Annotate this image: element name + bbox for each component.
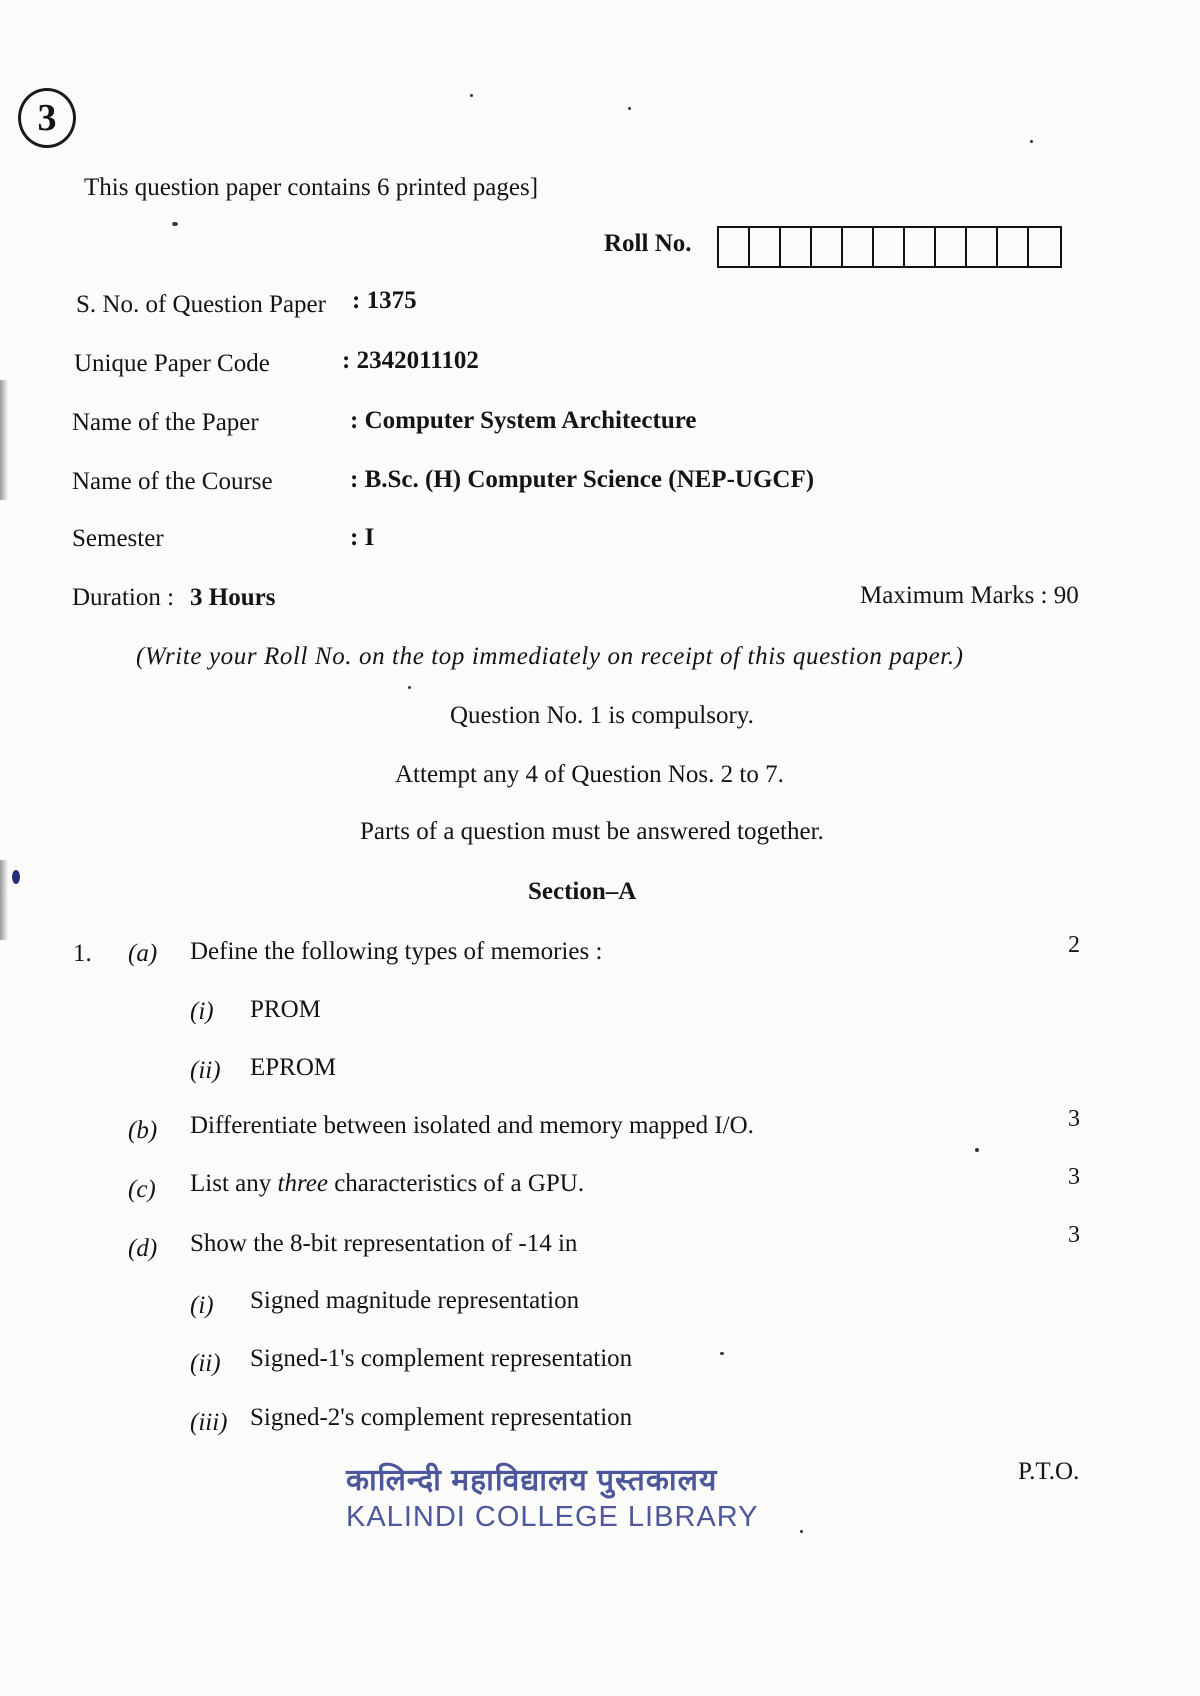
info-label-sno: S. No. of Question Paper <box>76 291 326 318</box>
stamp-english: KALINDI COLLEGE LIBRARY <box>346 1501 759 1533</box>
part-d-sub-ii-label: (ii) <box>190 1350 221 1377</box>
part-d-sub-iii-text: Signed-2's complement representation <box>250 1404 633 1431</box>
part-d-sub-iii-label: (iii) <box>190 1409 228 1436</box>
scan-speck <box>470 94 473 97</box>
instruction-parts: Parts of a question must be answered together. <box>360 818 824 845</box>
part-d-sub-ii-text: Signed-1's complement representation <box>250 1345 633 1372</box>
roll-no-box[interactable] <box>936 228 967 266</box>
part-c-text-after: characteristics of a GPU. <box>327 1170 585 1197</box>
part-a-sub-ii-label: (ii) <box>190 1057 221 1084</box>
roll-no-box[interactable] <box>719 228 750 266</box>
part-c-label: (c) <box>128 1176 156 1203</box>
part-a-label: (a) <box>128 940 158 967</box>
page-number-circle: 3 <box>18 88 76 148</box>
part-d-label: (d) <box>128 1235 158 1262</box>
scan-speck <box>1030 140 1033 143</box>
scan-speck <box>720 1352 724 1355</box>
part-c-text <box>190 1170 584 1198</box>
part-a-sub-i-text: PROM <box>250 996 321 1023</box>
roll-no-box[interactable] <box>1029 228 1060 266</box>
part-d-marks: 3 <box>1068 1222 1080 1248</box>
roll-no-label: Roll No. <box>604 230 692 257</box>
instruction-compulsory: Question No. 1 is compulsory. <box>450 702 754 729</box>
scan-speck <box>172 222 178 226</box>
part-b-marks: 3 <box>1068 1106 1080 1132</box>
info-value-upc: : 2342011102 <box>342 347 479 374</box>
info-value-sno: : 1375 <box>352 287 417 314</box>
section-title: Section–A <box>528 878 637 905</box>
stamp-hindi: कालिन्दी महाविद्यालय पुस्तकालय <box>346 1464 718 1497</box>
part-a-text: Define the following types of memories : <box>190 938 603 965</box>
part-d-sub-i-label: (i) <box>190 1292 214 1319</box>
duration-label: Duration : <box>72 584 175 611</box>
info-value-semester: : I <box>350 524 375 551</box>
info-label-course: Name of the Course <box>72 468 273 495</box>
part-c-marks: 3 <box>1068 1164 1080 1190</box>
info-value-paper: : Computer System Architecture <box>350 407 697 434</box>
scan-edge-shadow <box>0 860 8 940</box>
scan-speck <box>975 1148 979 1152</box>
scan-edge-shadow <box>0 380 8 500</box>
part-a-sub-ii-text: EPROM <box>250 1054 337 1081</box>
question-number: 1. <box>73 940 92 967</box>
info-value-course: : B.Sc. (H) Computer Science (NEP-UGCF) <box>350 466 815 493</box>
part-d-sub-i-text: Signed magnitude representation <box>250 1287 580 1314</box>
roll-no-box[interactable] <box>781 228 812 266</box>
roll-no-instruction: (Write your Roll No. on the top immediately on receipt of this question paper.) <box>136 643 964 670</box>
part-c-text-italic: three <box>277 1170 328 1197</box>
scan-speck <box>628 107 631 110</box>
library-stamp <box>346 1458 759 1534</box>
roll-no-box[interactable] <box>812 228 843 266</box>
scan-speck <box>408 686 411 689</box>
info-label-upc: Unique Paper Code <box>74 350 270 377</box>
duration-value: 3 Hours <box>190 584 276 611</box>
roll-no-box[interactable] <box>843 228 874 266</box>
instruction-attempt: Attempt any 4 of Question Nos. 2 to 7. <box>395 761 784 788</box>
pto-label: P.T.O. <box>1018 1458 1080 1485</box>
header-note: This question paper contains 6 printed pages] <box>84 174 539 201</box>
roll-no-box[interactable] <box>874 228 905 266</box>
max-marks: Maximum Marks : 90 <box>860 582 1079 609</box>
roll-no-box[interactable] <box>750 228 781 266</box>
roll-no-box[interactable] <box>967 228 998 266</box>
info-label-paper: Name of the Paper <box>72 409 259 436</box>
part-a-marks: 2 <box>1068 932 1080 958</box>
roll-no-boxes[interactable] <box>717 226 1062 268</box>
part-a-sub-i-label: (i) <box>190 998 214 1025</box>
roll-no-box[interactable] <box>998 228 1029 266</box>
info-label-semester: Semester <box>72 525 164 552</box>
part-d-text: Show the 8-bit representation of -14 in <box>190 1230 578 1257</box>
part-b-text: Differentiate between isolated and memory mapped I/O. <box>190 1112 754 1139</box>
roll-no-box[interactable] <box>905 228 936 266</box>
scan-speck <box>12 870 20 884</box>
part-c-text-before: List any <box>190 1170 278 1197</box>
part-b-label: (b) <box>128 1117 158 1144</box>
scan-speck <box>800 1530 803 1533</box>
